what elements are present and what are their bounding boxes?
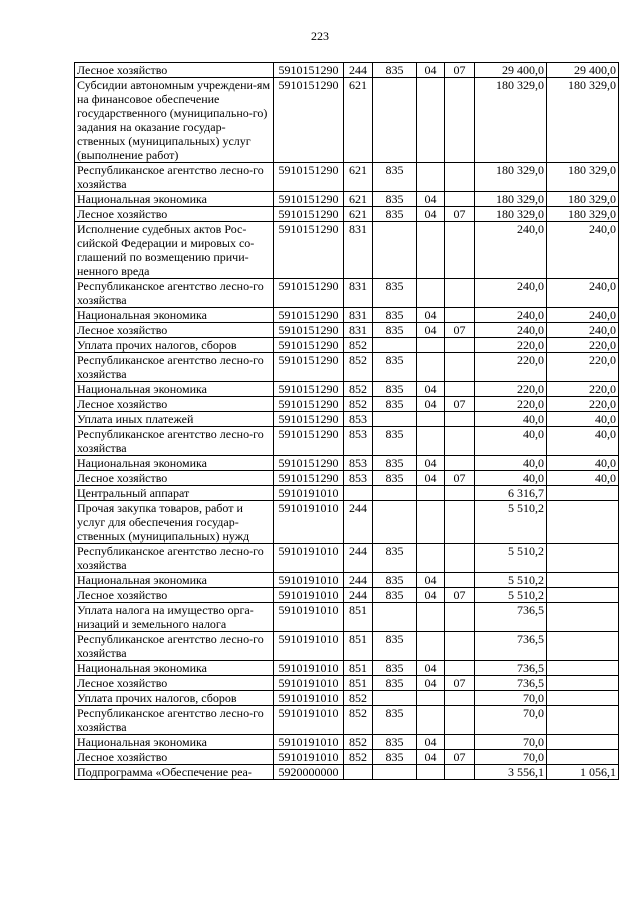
amount-year-2: 40,0 [547,471,619,486]
expense-type-code: 852 [344,706,373,735]
amount-year-1: 5 510,2 [475,573,547,588]
ministry-code: 835 [373,471,417,486]
expense-type-code: 853 [344,412,373,427]
page-number: 223 [311,29,329,43]
section-code [417,632,445,661]
ministry-code: 835 [373,207,417,222]
row-name: Национальная экономика [75,735,274,750]
subsection-code [445,78,475,163]
amount-year-1: 180 329,0 [475,192,547,207]
amount-year-1: 220,0 [475,338,547,353]
amount-year-2 [547,706,619,735]
table-row [75,603,619,632]
subsection-code: 07 [445,207,475,222]
amount-year-2: 180 329,0 [547,207,619,222]
row-name: Лесное хозяйство [75,323,274,338]
ministry-code [373,412,417,427]
target-article-code: 5910151290 [274,323,344,338]
amount-year-1: 5 510,2 [475,588,547,603]
amount-year-2 [547,676,619,691]
subsection-code [445,279,475,308]
expense-type-code: 621 [344,207,373,222]
target-article-code: 5910191010 [274,632,344,661]
amount-year-2 [547,750,619,765]
row-name: Национальная экономика [75,573,274,588]
amount-year-1: 40,0 [475,412,547,427]
row-name: Лесное хозяйство [75,750,274,765]
table-row [75,765,619,780]
target-article-code: 5920000000 [274,765,344,780]
table-row [75,544,619,573]
row-name: Уплата прочих налогов, сборов [75,338,274,353]
table-row [75,427,619,456]
amount-year-1: 736,5 [475,632,547,661]
subsection-code [445,573,475,588]
subsection-code: 07 [445,63,475,78]
section-code: 04 [417,573,445,588]
expense-type-code [344,765,373,780]
amount-year-2 [547,603,619,632]
subsection-code: 07 [445,471,475,486]
subsection-code [445,412,475,427]
table-row [75,588,619,603]
row-name: Национальная экономика [75,661,274,676]
ministry-code: 835 [373,192,417,207]
ministry-code: 835 [373,323,417,338]
amount-year-1: 220,0 [475,382,547,397]
section-code [417,427,445,456]
subsection-code [445,382,475,397]
table-row [75,750,619,765]
subsection-code [445,632,475,661]
table-row [75,691,619,706]
expense-type-code: 852 [344,353,373,382]
section-code: 04 [417,192,445,207]
row-name: Республиканское агентство лесно-го хозяйства [75,163,274,192]
expense-type-code: 852 [344,735,373,750]
subsection-code [445,765,475,780]
section-code [417,163,445,192]
ministry-code: 835 [373,308,417,323]
table-row [75,501,619,544]
row-name: Прочая закупка товаров, работ и услуг для обеспечения государ-ственных (муниципальных) нужд [75,501,274,544]
ministry-code: 835 [373,632,417,661]
ministry-code: 835 [373,706,417,735]
ministry-code: 835 [373,750,417,765]
amount-year-2: 180 329,0 [547,163,619,192]
expense-type-code: 831 [344,323,373,338]
section-code [417,691,445,706]
amount-year-2 [547,588,619,603]
target-article-code: 5910151290 [274,412,344,427]
subsection-code [445,691,475,706]
subsection-code [445,501,475,544]
section-code: 04 [417,661,445,676]
section-code [417,279,445,308]
row-name: Лесное хозяйство [75,676,274,691]
amount-year-1: 180 329,0 [475,78,547,163]
table-row [75,163,619,192]
table-row [75,573,619,588]
section-code [417,706,445,735]
amount-year-2: 220,0 [547,382,619,397]
row-name: Национальная экономика [75,456,274,471]
ministry-code: 835 [373,676,417,691]
row-name: Национальная экономика [75,308,274,323]
budget-table [74,62,619,780]
table-row [75,486,619,501]
row-name: Национальная экономика [75,192,274,207]
amount-year-1: 5 510,2 [475,544,547,573]
ministry-code: 835 [373,456,417,471]
section-code [417,765,445,780]
ministry-code [373,486,417,501]
subsection-code [445,308,475,323]
ministry-code: 835 [373,279,417,308]
target-article-code: 5910191010 [274,661,344,676]
expense-type-code [344,486,373,501]
target-article-code: 5910151290 [274,63,344,78]
section-code [417,338,445,353]
ministry-code [373,765,417,780]
table-body [75,63,619,780]
table-row [75,207,619,222]
table-row [75,353,619,382]
row-name: Уплата прочих налогов, сборов [75,691,274,706]
expense-type-code: 621 [344,78,373,163]
ministry-code: 835 [373,573,417,588]
target-article-code: 5910151290 [274,279,344,308]
expense-type-code: 851 [344,661,373,676]
amount-year-2 [547,486,619,501]
amount-year-2: 180 329,0 [547,78,619,163]
expense-type-code: 244 [344,588,373,603]
section-code: 04 [417,63,445,78]
section-code [417,544,445,573]
row-name: Республиканское агентство лесно-го хозяйства [75,353,274,382]
section-code: 04 [417,308,445,323]
section-code [417,222,445,279]
ministry-code [373,338,417,353]
subsection-code [445,192,475,207]
expense-type-code: 852 [344,691,373,706]
target-article-code: 5910191010 [274,691,344,706]
table-row [75,661,619,676]
target-article-code: 5910151290 [274,353,344,382]
amount-year-2: 240,0 [547,308,619,323]
section-code: 04 [417,456,445,471]
target-article-code: 5910151290 [274,456,344,471]
ministry-code: 835 [373,382,417,397]
amount-year-2: 29 400,0 [547,63,619,78]
amount-year-2 [547,573,619,588]
amount-year-2: 240,0 [547,323,619,338]
target-article-code: 5910151290 [274,78,344,163]
table-row [75,279,619,308]
subsection-code [445,544,475,573]
expense-type-code: 852 [344,382,373,397]
amount-year-2 [547,501,619,544]
subsection-code: 07 [445,676,475,691]
amount-year-1: 220,0 [475,353,547,382]
expense-type-code: 852 [344,750,373,765]
table-row [75,308,619,323]
amount-year-1: 29 400,0 [475,63,547,78]
section-code: 04 [417,676,445,691]
expense-type-code: 831 [344,308,373,323]
amount-year-1: 736,5 [475,676,547,691]
section-code: 04 [417,323,445,338]
expense-type-code: 852 [344,397,373,412]
ministry-code: 835 [373,427,417,456]
ministry-code: 835 [373,163,417,192]
ministry-code: 835 [373,735,417,750]
amount-year-2 [547,735,619,750]
target-article-code: 5910151290 [274,308,344,323]
section-code: 04 [417,471,445,486]
amount-year-1: 240,0 [475,279,547,308]
subsection-code [445,603,475,632]
target-article-code: 5910151290 [274,471,344,486]
expense-type-code: 831 [344,222,373,279]
ministry-code: 835 [373,353,417,382]
amount-year-1: 240,0 [475,308,547,323]
row-name: Лесное хозяйство [75,63,274,78]
row-name: Лесное хозяйство [75,471,274,486]
row-name: Центральный аппарат [75,486,274,501]
target-article-code: 5910191010 [274,588,344,603]
expense-type-code: 853 [344,471,373,486]
amount-year-1: 3 556,1 [475,765,547,780]
expense-type-code: 851 [344,632,373,661]
target-article-code: 5910191010 [274,750,344,765]
table-row [75,456,619,471]
amount-year-2: 40,0 [547,456,619,471]
amount-year-2 [547,691,619,706]
target-article-code: 5910191010 [274,676,344,691]
amount-year-2: 220,0 [547,397,619,412]
amount-year-1: 6 316,7 [475,486,547,501]
target-article-code: 5910191010 [274,603,344,632]
expense-type-code: 621 [344,192,373,207]
row-name: Республиканское агентство лесно-го хозяйства [75,279,274,308]
expense-type-code: 852 [344,338,373,353]
table-row [75,63,619,78]
table-row [75,412,619,427]
table-row [75,471,619,486]
target-article-code: 5910151290 [274,192,344,207]
section-code [417,603,445,632]
target-article-code: 5910151290 [274,338,344,353]
ministry-code: 835 [373,63,417,78]
ministry-code [373,603,417,632]
target-article-code: 5910151290 [274,427,344,456]
subsection-code: 07 [445,750,475,765]
amount-year-2: 240,0 [547,279,619,308]
amount-year-2: 40,0 [547,412,619,427]
table-row [75,192,619,207]
section-code: 04 [417,735,445,750]
expense-type-code: 853 [344,456,373,471]
amount-year-1: 70,0 [475,750,547,765]
table-row [75,735,619,750]
amount-year-1: 240,0 [475,323,547,338]
ministry-code [373,501,417,544]
table-row [75,222,619,279]
expense-type-code: 244 [344,63,373,78]
section-code: 04 [417,207,445,222]
amount-year-2 [547,632,619,661]
amount-year-2 [547,544,619,573]
subsection-code [445,427,475,456]
row-name: Лесное хозяйство [75,397,274,412]
table-row [75,632,619,661]
row-name: Республиканское агентство лесно-го хозяйства [75,427,274,456]
target-article-code: 5910191010 [274,735,344,750]
section-code [417,78,445,163]
amount-year-1: 40,0 [475,471,547,486]
expense-type-code: 831 [344,279,373,308]
subsection-code [445,353,475,382]
subsection-code [445,163,475,192]
row-name: Республиканское агентство лесно-го хозяйства [75,706,274,735]
table-row [75,676,619,691]
target-article-code: 5910191010 [274,573,344,588]
table-row [75,382,619,397]
amount-year-1: 736,5 [475,603,547,632]
subsection-code [445,706,475,735]
amount-year-2 [547,661,619,676]
section-code [417,486,445,501]
row-name: Субсидии автономным учреждени-ям на финансовое обеспечение государственного (муниципально-го) задания на оказание государ-ственных (муниципальных) услуг (выполнение работ) [75,78,274,163]
expense-type-code: 851 [344,676,373,691]
amount-year-2: 180 329,0 [547,192,619,207]
amount-year-1: 240,0 [475,222,547,279]
subsection-code [445,222,475,279]
amount-year-1: 70,0 [475,706,547,735]
amount-year-2: 240,0 [547,222,619,279]
expense-type-code: 621 [344,163,373,192]
subsection-code: 07 [445,397,475,412]
row-name: Республиканское агентство лесно-го хозяйства [75,544,274,573]
amount-year-1: 736,5 [475,661,547,676]
amount-year-1: 220,0 [475,397,547,412]
row-name: Исполнение судебных актов Рос-сийской Федерации и мировых со-глашений по возмещению причи-ненного вреда [75,222,274,279]
amount-year-1: 40,0 [475,427,547,456]
target-article-code: 5910191010 [274,706,344,735]
expense-type-code: 244 [344,573,373,588]
expense-type-code: 244 [344,501,373,544]
table-row [75,323,619,338]
subsection-code: 07 [445,588,475,603]
row-name: Лесное хозяйство [75,207,274,222]
section-code: 04 [417,588,445,603]
subsection-code [445,486,475,501]
amount-year-1: 180 329,0 [475,163,547,192]
target-article-code: 5910191010 [274,486,344,501]
expense-type-code: 851 [344,603,373,632]
table-row [75,397,619,412]
row-name: Республиканское агентство лесно-го хозяйства [75,632,274,661]
row-name: Уплата налога на имущество орга-низаций и земельного налога [75,603,274,632]
section-code [417,412,445,427]
target-article-code: 5910191010 [274,544,344,573]
target-article-code: 5910191010 [274,501,344,544]
subsection-code [445,456,475,471]
ministry-code [373,78,417,163]
section-code: 04 [417,750,445,765]
subsection-code [445,338,475,353]
section-code: 04 [417,382,445,397]
target-article-code: 5910151290 [274,163,344,192]
section-code: 04 [417,397,445,412]
target-article-code: 5910151290 [274,207,344,222]
subsection-code [445,661,475,676]
ministry-code: 835 [373,544,417,573]
target-article-code: 5910151290 [274,222,344,279]
ministry-code: 835 [373,588,417,603]
section-code [417,501,445,544]
ministry-code [373,222,417,279]
amount-year-1: 40,0 [475,456,547,471]
amount-year-1: 70,0 [475,735,547,750]
amount-year-1: 180 329,0 [475,207,547,222]
amount-year-2: 1 056,1 [547,765,619,780]
table-row [75,78,619,163]
subsection-code: 07 [445,323,475,338]
row-name: Национальная экономика [75,382,274,397]
ministry-code: 835 [373,397,417,412]
ministry-code: 835 [373,661,417,676]
target-article-code: 5910151290 [274,397,344,412]
subsection-code [445,735,475,750]
table-row [75,338,619,353]
expense-type-code: 244 [344,544,373,573]
amount-year-2: 220,0 [547,353,619,382]
row-name: Уплата иных платежей [75,412,274,427]
row-name: Лесное хозяйство [75,588,274,603]
ministry-code [373,691,417,706]
table-row [75,706,619,735]
section-code [417,353,445,382]
amount-year-2: 220,0 [547,338,619,353]
target-article-code: 5910151290 [274,382,344,397]
amount-year-1: 70,0 [475,691,547,706]
amount-year-2: 40,0 [547,427,619,456]
expense-type-code: 853 [344,427,373,456]
row-name: Подпрограмма «Обеспечение реа- [75,765,274,780]
amount-year-1: 5 510,2 [475,501,547,544]
